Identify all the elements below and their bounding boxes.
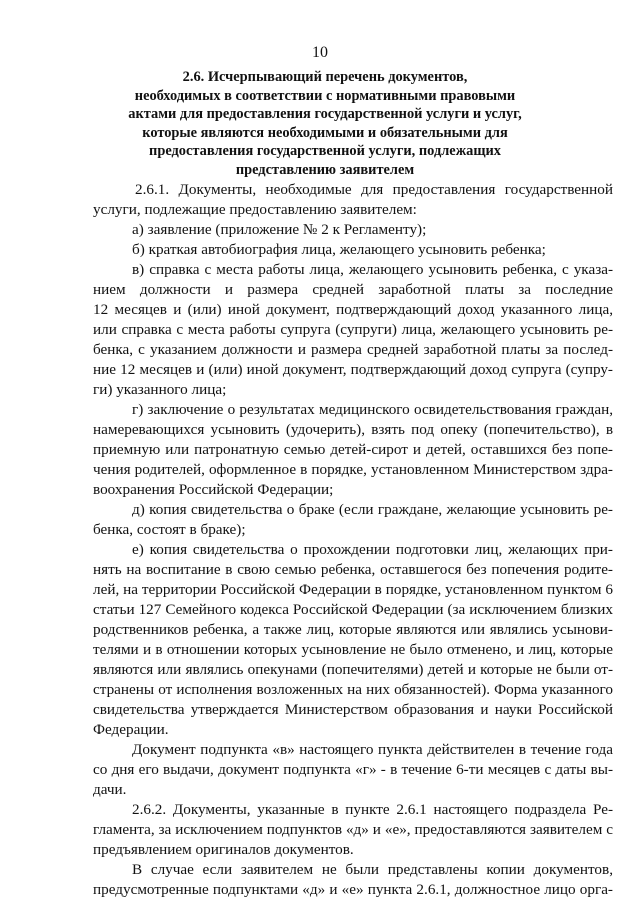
text-line: услуги, подлежащие предоставлению заявителем: bbox=[93, 201, 417, 218]
text-line: телями и в отношении которых усыновление не было отменено, и лиц, которые bbox=[93, 641, 613, 658]
text-line: воохранения Российской Федерации; bbox=[93, 481, 334, 498]
text-line: д) копия свидетельства о браке (если граждане, желающие усыновить ре- bbox=[132, 501, 613, 518]
text-line: лей, на территории Российской Федерации в порядке, установленном пунктом 6 bbox=[93, 581, 613, 598]
text-line: свидетельства утверждается Министерством образования и науки Российской bbox=[93, 701, 613, 718]
text-line: гламента, за исключением подпунктов «д» и «е», предоставляются заявителем с bbox=[93, 821, 613, 838]
text-line: статьи 127 Семейного кодекса Российской Федерации (за исключением близких bbox=[93, 601, 613, 618]
text-line: предъявлением оригиналов документов. bbox=[93, 841, 354, 858]
page-number: 10 bbox=[312, 44, 328, 61]
text-line: г) заключение о результатах медицинского освидетельствования граждан, bbox=[132, 401, 613, 418]
text-line: Документ подпункта «в» настоящего пункта действителен в течение года bbox=[132, 741, 613, 758]
text-line: предусмотренные подпунктами «д» и «е» пункта 2.6.1, должностное лицо орга- bbox=[93, 881, 613, 898]
heading-line: представлению заявителем bbox=[235, 161, 415, 178]
heading-line: 2.6. Исчерпывающий перечень документов, bbox=[182, 69, 468, 85]
text-line: бенка, с указанием должности и размера средней заработной платы за послед- bbox=[93, 341, 613, 358]
text-line: а) заявление (приложение № 2 к Регламенту); bbox=[132, 221, 427, 238]
text-line: в) справка с места работы лица, желающего усыновить ребенка, с указа- bbox=[132, 261, 613, 278]
text-line: нять на воспитание в свою семью ребенка, оставшегося без попечения родите- bbox=[93, 561, 613, 578]
text-line: 12 месяцев и (или) иной документ, подтверждающий доход указанного лица, bbox=[93, 301, 613, 318]
text-line: е) копия свидетельства о прохождении подготовки лиц, желающих при- bbox=[132, 541, 613, 558]
heading-line: которые являются необходимыми и обязательными для bbox=[142, 124, 508, 141]
text-line: намеревающихся усыновить (удочерить), взять под опеку (попечительство), в bbox=[93, 421, 613, 438]
text-line: 2.6.2. Документы, указанные в пункте 2.6.1 настоящего подраздела Ре- bbox=[132, 801, 613, 818]
text-line: приемную или патронатную семью детей-сирот и детей, оставшихся без попе- bbox=[93, 441, 613, 458]
text-line: родственников ребенка, а также лиц, которые являются или являлись усынови- bbox=[93, 621, 613, 638]
text-line: В случае если заявителем не были представлены копии документов, bbox=[132, 861, 613, 878]
text-line: со дня его выдачи, документ подпункта «г» - в течение 6-ти месяцев с даты вы- bbox=[93, 761, 613, 778]
section-heading bbox=[90, 68, 560, 180]
text-line: ги) указанного лица; bbox=[93, 381, 227, 398]
heading-line: актами для предоставления государственной услуги и услуг, bbox=[128, 106, 522, 123]
heading-line: предоставления государственной услуги, подлежащих bbox=[149, 143, 501, 160]
text-line: или справка с места работы супруга (супруги) лица, желающего усыновить ре- bbox=[93, 321, 613, 338]
text-line: чения родителей, оформленное в порядке, установленном Министерством здра- bbox=[93, 461, 613, 478]
text-line: нием должности и размера средней заработной платы за последние bbox=[93, 281, 613, 298]
text-line: странены от исполнения возложенных на них обязанностей). Форма указанного bbox=[93, 681, 613, 698]
text-line: 2.6.1. Документы, необходимые для предоставления государственной bbox=[135, 181, 613, 198]
text-line: бенка, состоят в браке); bbox=[93, 521, 246, 538]
text-line: Федерации. bbox=[93, 721, 169, 738]
text-line: являются или являлись опекунами (попечителями) детей и которые не были от- bbox=[93, 661, 613, 678]
text-line: ние 12 месяцев и (или) иной документ, подтверждающий доход супруга (супру- bbox=[93, 361, 613, 378]
heading-line: необходимых в соответствии с нормативными правовыми bbox=[134, 87, 516, 104]
text-line: б) краткая автобиография лица, желающего усыновить ребенка; bbox=[132, 241, 546, 258]
text-line: дачи. bbox=[93, 781, 127, 798]
